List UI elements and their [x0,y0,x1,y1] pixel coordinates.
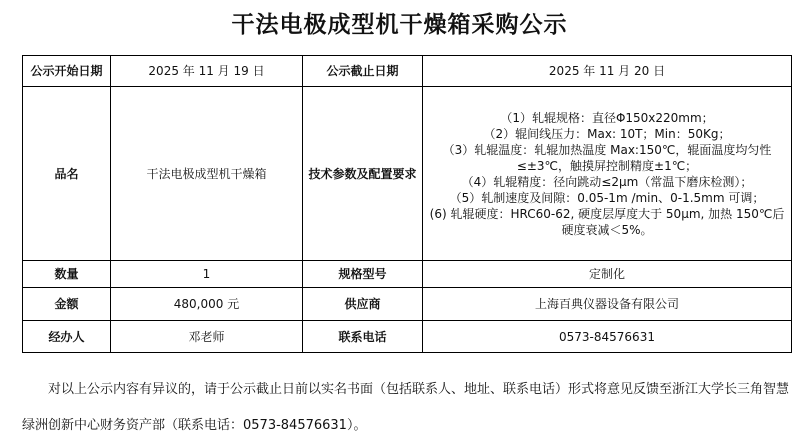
spec-line-5: （5）轧制速度及间隙：0.05-1m /min、0-1.5mm 可调； [449,190,765,205]
amount-value: 480,000 元 [111,288,303,321]
spec-line-4: （4）轧辊精度：径向跳动≤2μm（常温下磨床检测）； [461,174,753,189]
qty-label: 数量 [23,261,111,288]
spec-line-2: （2）辊间线压力：Max: 10T；Min：50Kg； [483,126,731,141]
table-row [23,56,792,87]
objection-notice: 对以上公示内容有异议的，请于公示截止日前以实名书面（包括联系人、地址、联系电话）形式将意见反馈至浙江大学长三角智慧绿洲创新中心财务资产部（联系电话：0573-84576631）。 [22,382,790,433]
qty-value: 1 [111,261,303,288]
supplier-value: 上海百典仪器设备有限公司 [423,288,792,321]
start-date-label: 公示开始日期 [23,56,111,87]
model-label: 规格型号 [303,261,423,288]
model-value: 定制化 [423,261,792,288]
specs-label: 技术参数及配置要求 [303,87,423,261]
amount-label: 金额 [23,288,111,321]
specs-value [423,87,792,261]
end-date-label: 公示截止日期 [303,56,423,87]
end-date-value: 2025 年 11 月 20 日 [423,56,792,87]
table-row [23,87,792,261]
page-title: 干法电极成型机干燥箱采购公示 [231,12,568,38]
start-date-value: 2025 年 11 月 19 日 [111,56,303,87]
spec-line-3: （3）轧辊温度：轧辊加热温度 Max:150℃，辊面温度均匀性≤±3℃，触摸屏控制精度±1℃； [442,142,772,173]
table-row [23,321,792,353]
spec-line-6: (6) 轧辊硬度：HRC60-62, 硬度层厚度大于 50μm, 加热 150℃后硬度衰减＜5%。 [429,206,785,237]
procurement-table [22,55,792,353]
table-row [23,288,792,321]
table-row [23,261,792,288]
product-value: 干法电极成型机干燥箱 [111,87,303,261]
phone-value: 0573-84576631 [423,321,792,353]
spec-line-1: （1）轧辊规格：直径Φ150x220mm； [500,110,714,125]
handler-value: 邓老师 [111,321,303,353]
handler-label: 经办人 [23,321,111,353]
phone-label: 联系电话 [303,321,423,353]
supplier-label: 供应商 [303,288,423,321]
product-label: 品名 [23,87,111,261]
